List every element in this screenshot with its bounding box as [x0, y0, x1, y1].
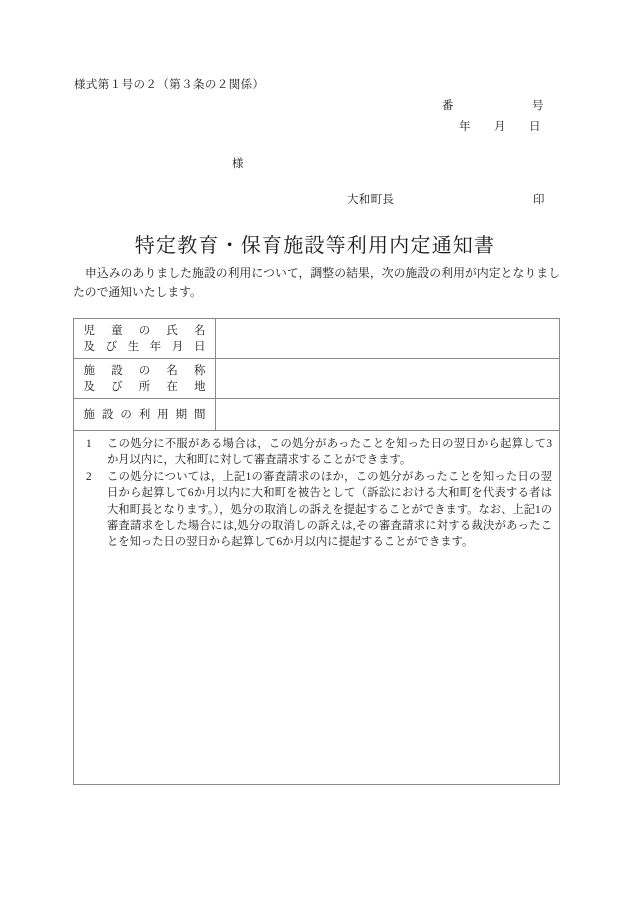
document-number-prefix-label: 番 [442, 100, 454, 112]
notice-frame [73, 318, 560, 785]
field-label-line-1: 施設の利用期間 [83, 408, 206, 421]
table-row [74, 399, 559, 431]
field-label-line-2: 及び所在地 [83, 380, 206, 393]
form-code: 様式第１号の２（第３条の２関係） [74, 79, 265, 91]
addressee-honorific: 様 [232, 158, 244, 170]
seal-mark-label: 印 [533, 194, 545, 206]
notice-item [81, 469, 552, 551]
document-date-row [430, 118, 550, 132]
field-label-line-1: 児童の氏名 [83, 324, 206, 337]
document-number-row [430, 97, 550, 111]
date-month-label: 月 [494, 121, 506, 133]
notice-text: この処分に不服がある場合は，この処分があったことを知った日の翌日から起算して3か月以内に，大和町に対して審査請求することができます。 [107, 438, 552, 467]
document-number-suffix-label: 号 [532, 100, 544, 112]
field-label-facility-usage-period [74, 399, 216, 430]
notice-text: この処分については，上記1の審査請求のほか，この処分があったことを知った日の翌日から起算して6か月以内に大和町を被告として（訴訟における大和町を代表する者は大和町長となります。），処分の取消しの訴えを提起することができます。なお、上記1の審査請求をした場合には,処分の取消しの訴えは,その審査請求に対する裁決があったことを知った日の翌日から起算して6か月以内に提起することができます。 [107, 470, 552, 549]
table-row [74, 319, 559, 359]
field-label-line-2: 及び生年月日 [83, 340, 206, 353]
notice-number: 2 [86, 470, 92, 483]
issuer-row [347, 191, 547, 205]
field-label-line-1: 施設の名称 [83, 364, 206, 377]
field-value-facility-usage-period[interactable] [216, 399, 559, 430]
notices-section [74, 431, 559, 551]
notice-item [81, 436, 552, 469]
date-day-label: 日 [529, 121, 541, 133]
field-label-facility-name-and-address [74, 359, 216, 398]
issuer-name: 大和町長 [347, 194, 395, 206]
field-label-child-name-and-birthdate [74, 319, 216, 358]
table-row [74, 359, 559, 399]
page-title: 特定教育・保育施設等利用内定通知書 [134, 235, 496, 257]
date-year-label: 年 [459, 121, 471, 133]
notice-number: 1 [86, 438, 92, 450]
field-value-facility-name-and-address[interactable] [216, 359, 559, 398]
intro-paragraph: 申込みのありました施設の利用について，調整の結果，次の施設の利用が内定となりましたので通知いたします。 [73, 266, 560, 299]
field-value-child-name-and-birthdate[interactable] [216, 319, 559, 358]
